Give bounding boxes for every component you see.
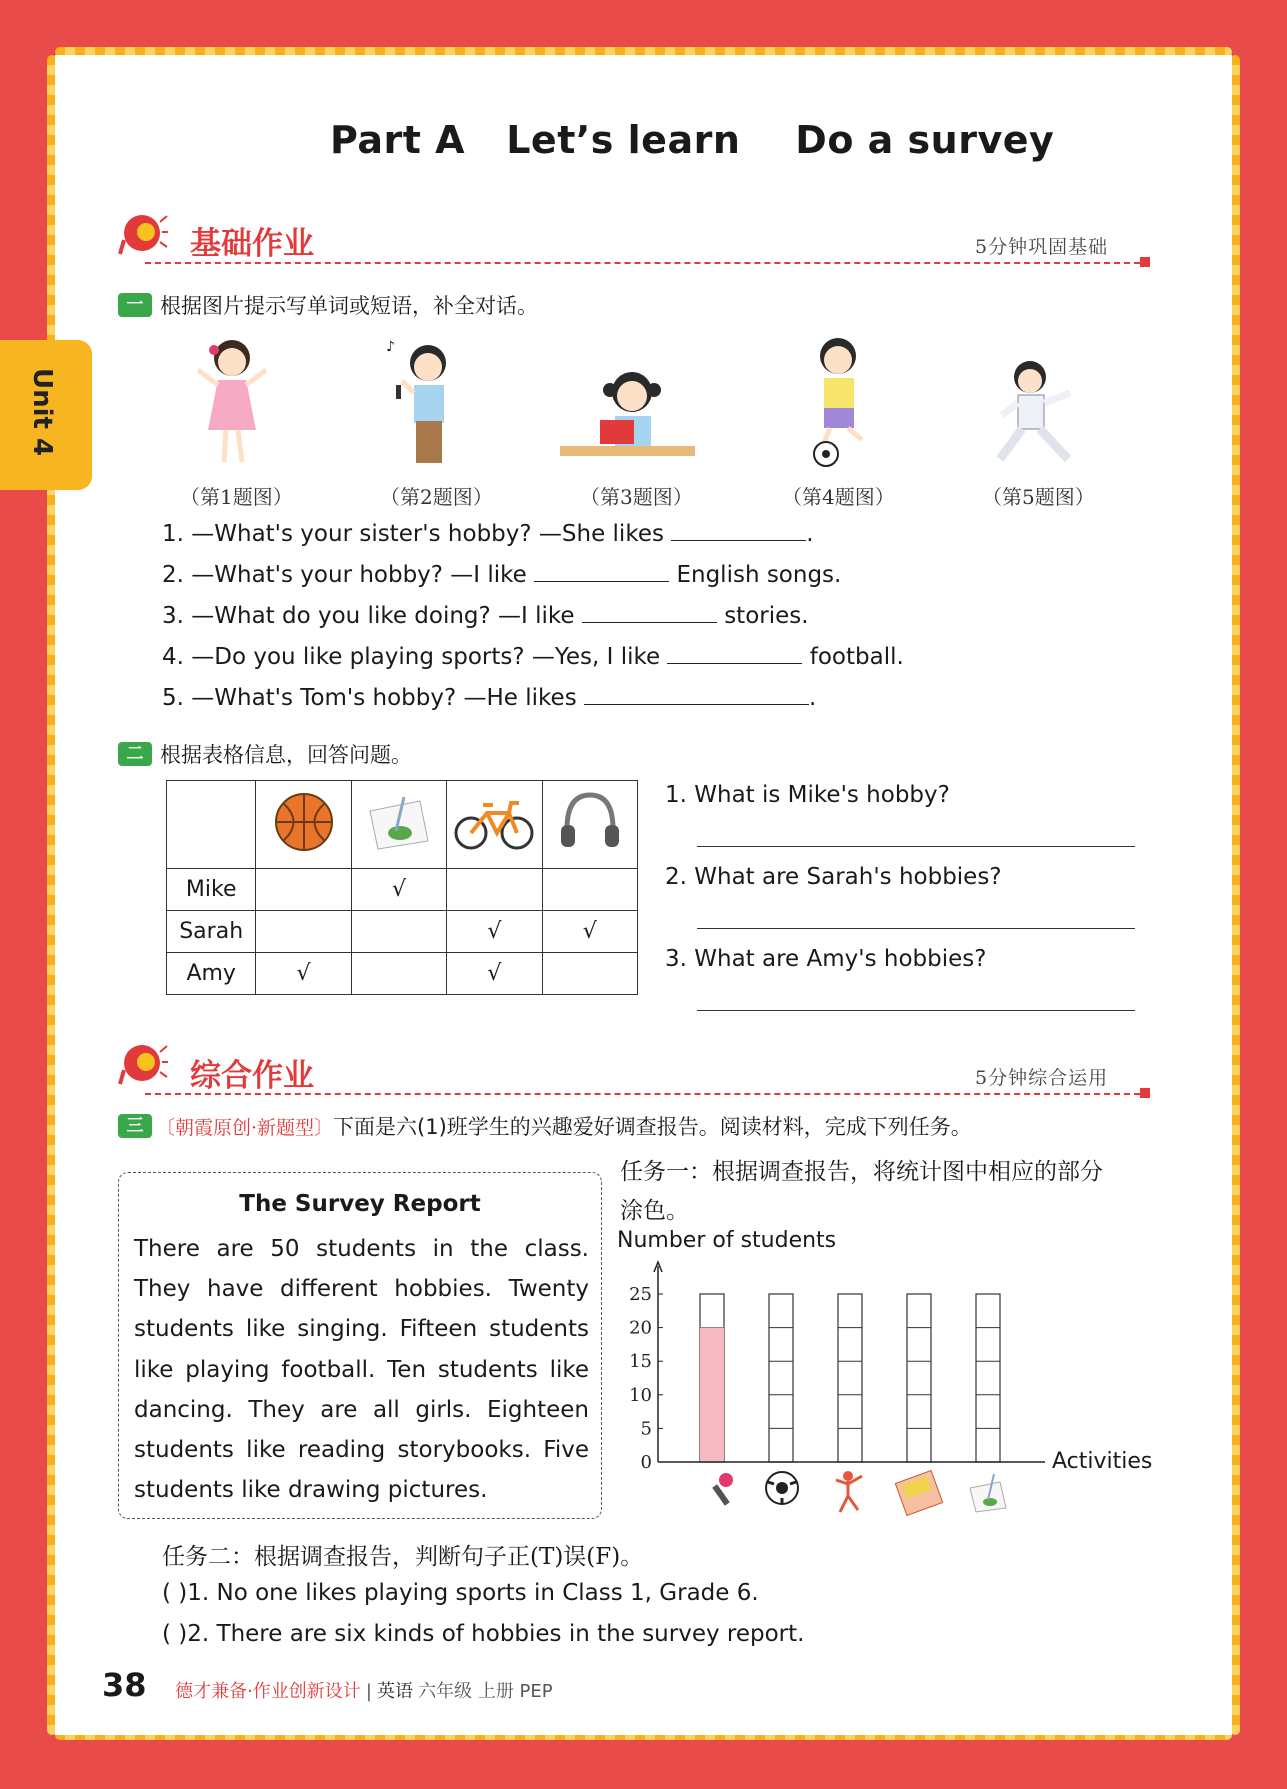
- question-5: [162, 684, 816, 711]
- question-3-text: 3. —What do you like doing? —I like: [162, 603, 575, 629]
- table-cell: [256, 911, 351, 953]
- answer-line-3[interactable]: [697, 1010, 1135, 1011]
- section-title-basic: 基础作业: [190, 226, 314, 262]
- column-dancing[interactable]: [838, 1294, 862, 1462]
- footer-info: [175, 1677, 553, 1703]
- exercise-badge-1: 一: [118, 293, 152, 317]
- table-cell: [351, 911, 446, 953]
- question-2-end: English songs.: [676, 562, 842, 588]
- task1-line2: 涂色。: [620, 1198, 689, 1224]
- question-1: [162, 520, 814, 547]
- painting-icon: [364, 791, 434, 853]
- table-corner-cell: [167, 781, 256, 869]
- picture-caption-3: （第3题图）: [580, 485, 693, 509]
- section-title-comprehensive: 综合作业: [190, 1058, 314, 1094]
- exercise-badge-2: 二: [118, 742, 152, 766]
- girl-reading-picture: [560, 360, 700, 470]
- task2-instruction: 任务二：根据调查报告，判断句子正(T)误(F)。: [162, 1544, 644, 1570]
- answer-line-2[interactable]: [697, 928, 1135, 929]
- picture-caption-5: （第5题图）: [982, 485, 1095, 509]
- answer-blank-1[interactable]: [671, 520, 806, 541]
- headphones-icon: [557, 789, 623, 855]
- table-cell: [447, 869, 542, 911]
- answer-paren-2[interactable]: ( ): [162, 1621, 188, 1647]
- answer-blank-4[interactable]: [667, 643, 802, 664]
- svg-text:♪: ♪: [386, 339, 395, 355]
- storybook-icon: [895, 1471, 942, 1516]
- row-name-cell: Sarah: [167, 911, 256, 953]
- table-cell: √: [256, 953, 351, 995]
- girl-dancing-picture: [190, 330, 275, 470]
- survey-report-box: [118, 1172, 602, 1519]
- exercise-badge-3: 三: [118, 1114, 152, 1138]
- hobby-table: [166, 780, 638, 995]
- boy-playing-football-picture: [790, 330, 885, 470]
- question-4-end: football.: [809, 644, 904, 670]
- table-cell: √: [447, 953, 542, 995]
- true-false-item-1: [162, 1580, 759, 1606]
- column-basketball: [256, 781, 351, 869]
- divider-end: [1140, 257, 1150, 267]
- answer-blank-2[interactable]: [534, 561, 669, 582]
- footer-separator: |: [365, 1681, 372, 1702]
- chart-xlabel: Activities: [1052, 1449, 1153, 1474]
- page-title: Part A Let’s learn Do a survey: [330, 118, 1055, 162]
- exercise-instruction-2: 根据表格信息，回答问题。: [160, 743, 412, 767]
- divider-end: [1140, 1088, 1150, 1098]
- task1-line1: 任务一：根据调查报告，将统计图中相应的部分: [620, 1159, 1103, 1185]
- y-tick-label: 20: [629, 1317, 652, 1339]
- report-title: The Survey Report: [239, 1191, 481, 1217]
- boy-doing-kung-fu-picture: [990, 355, 1085, 470]
- tf-text-1: 1. No one likes playing sports in Class 1, Grade 6.: [187, 1580, 759, 1606]
- row-name-cell: Amy: [167, 953, 256, 995]
- bar-chart: [620, 1258, 1060, 1518]
- answer-blank-3[interactable]: [582, 602, 717, 623]
- tf-text-2: 2. There are six kinds of hobbies in the survey report.: [187, 1621, 805, 1647]
- footer-subject: 英语: [377, 1681, 413, 1702]
- y-tick-label: 10: [629, 1384, 652, 1406]
- drawing-icon: [970, 1474, 1006, 1512]
- question-4: [162, 643, 904, 670]
- table-cell: √: [351, 869, 446, 911]
- question-2-text: 2. —What's your hobby? —I like: [162, 562, 527, 588]
- question-3: [162, 602, 809, 629]
- y-tick-label: 0: [640, 1452, 652, 1473]
- column-drawing[interactable]: [976, 1294, 1000, 1462]
- picture-caption-1: （第1题图）: [180, 485, 293, 509]
- table-question-3: 3. What are Amy's hobbies?: [665, 946, 987, 972]
- column-football[interactable]: [769, 1294, 793, 1462]
- report-text: There are 50 students in the class. They have different hobbies. Twenty students like singing. Fifteen students like playing football. Ten students like dancing. They are all girls. Eighteen students like reading storybooks. Five students like drawing pictures.: [134, 1236, 589, 1504]
- table-question-2: 2. What are Sarah's hobbies?: [665, 864, 1002, 890]
- section-hint-comprehensive: 5分钟综合运用: [975, 1067, 1109, 1089]
- exercise-instruction-1: 根据图片提示写单词或短语，补全对话。: [160, 294, 538, 318]
- section-divider: [145, 1093, 1140, 1095]
- new-question-tag: 〔朝霞原创·新题型〕: [156, 1117, 334, 1139]
- table-cell: √: [447, 911, 542, 953]
- y-tick-label: 5: [640, 1418, 652, 1440]
- row-name-cell: Mike: [167, 869, 256, 911]
- boy-singing-picture: [380, 333, 470, 473]
- unit-label: Unit 4: [27, 368, 57, 457]
- bar-singing: [700, 1328, 724, 1462]
- answer-line-1[interactable]: [697, 846, 1135, 847]
- chart-ylabel: Number of students: [617, 1228, 837, 1253]
- question-2: [162, 561, 841, 588]
- question-5-text: 5. —What's Tom's hobby? —He likes: [162, 685, 577, 711]
- basketball-icon: [273, 791, 335, 853]
- microphone-icon: [712, 1473, 733, 1506]
- column-bicycle: [447, 781, 542, 869]
- footer-series: 德才兼备·作业创新设计: [175, 1681, 361, 1702]
- picture-caption-4: （第4题图）: [782, 485, 895, 509]
- answer-paren-1[interactable]: ( ): [162, 1580, 188, 1606]
- column-reading[interactable]: [907, 1294, 931, 1462]
- table-cell: [542, 869, 637, 911]
- loudspeaker-icon: [118, 210, 168, 256]
- table-cell: √: [542, 911, 637, 953]
- answer-blank-5[interactable]: [584, 684, 809, 705]
- exercise-instruction-3: [156, 1111, 972, 1141]
- footer-grade: 六年级 上册 PEP: [418, 1681, 553, 1702]
- table-cell: [256, 869, 351, 911]
- loudspeaker-icon: [118, 1040, 168, 1086]
- section-divider: [145, 262, 1140, 264]
- section-hint-basic: 5分钟巩固基础: [975, 236, 1109, 258]
- table-question-1: 1. What is Mike's hobby?: [665, 782, 950, 808]
- y-tick-label: 25: [629, 1284, 652, 1305]
- instruction-text: 下面是六(1)班学生的兴趣爱好调查报告。阅读材料，完成下列任务。: [333, 1115, 972, 1139]
- football-icon: [766, 1472, 798, 1504]
- y-tick-label: 15: [629, 1351, 652, 1373]
- column-painting: [351, 781, 446, 869]
- question-1-end: .: [806, 521, 814, 547]
- question-4-text: 4. —Do you like playing sports? —Yes, I like: [162, 644, 661, 670]
- unit-tab: [0, 340, 92, 490]
- dancer-icon: [836, 1471, 862, 1512]
- table-cell: [542, 953, 637, 995]
- question-5-end: .: [809, 685, 817, 711]
- question-3-end: stories.: [724, 603, 809, 629]
- bicycle-icon: [453, 791, 535, 853]
- table-cell: [351, 953, 446, 995]
- true-false-item-2: [162, 1621, 804, 1647]
- picture-caption-2: （第2题图）: [380, 485, 493, 509]
- question-1-text: 1. —What's your sister's hobby? —She likes: [162, 521, 664, 547]
- page-number: 38: [102, 1666, 147, 1704]
- column-headphones: [542, 781, 637, 869]
